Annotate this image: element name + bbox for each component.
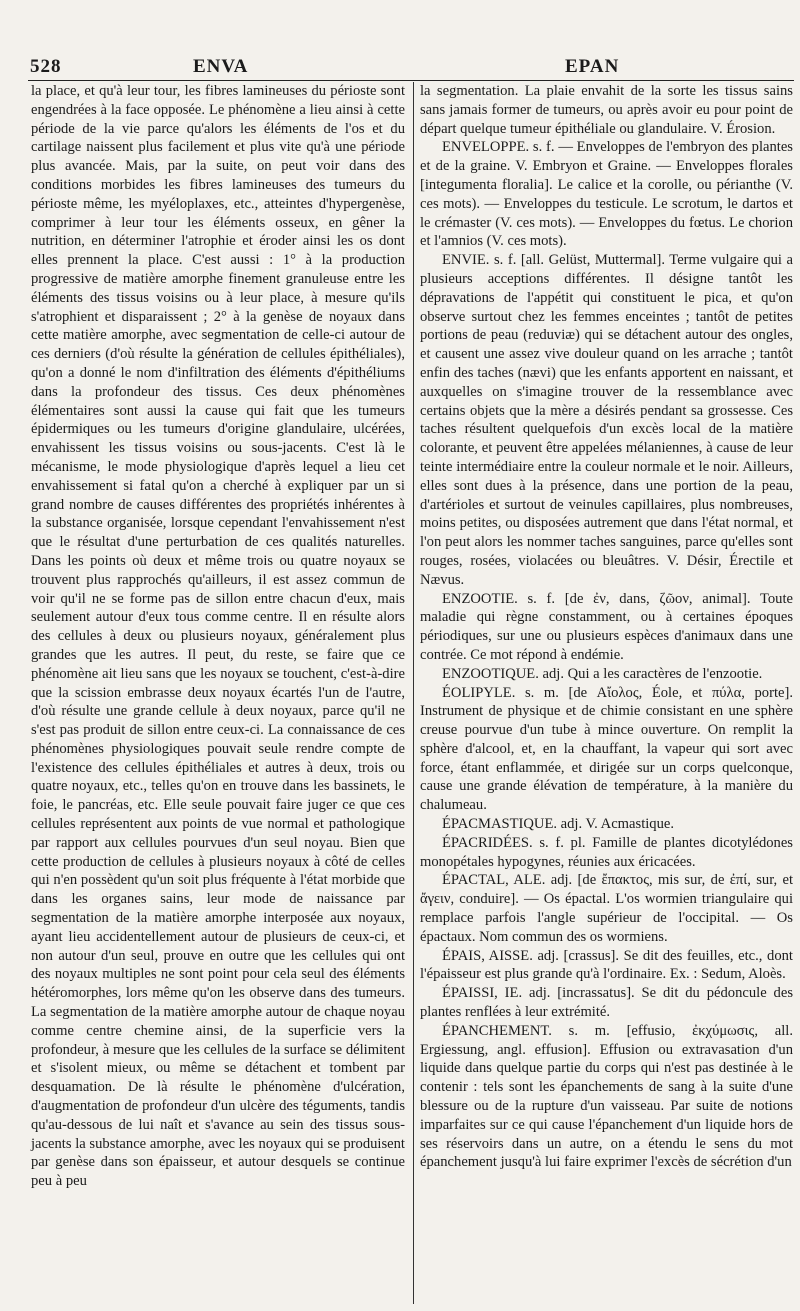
entry-epacmastique: ÉPACMASTIQUE. adj. V. Acmastique.	[442, 816, 675, 833]
entry-epais: ÉPAIS, AISSE. adj. [crassus]. Se dit des feuilles, etc., dont l'épaisseur est plus grande qu'à l'ordinaire. Ex. : Sedum, Aloès.	[420, 947, 793, 983]
paragraph: la segmentation. La plaie envahit de la sorte les tissus sains sans jamais former de tumeurs, ou après avoir eu pour point de départ quelque tumeur épithéliale ou glandulaire. V. Érosion.	[420, 83, 793, 137]
entry-epanchement: ÉPANCHEMENT. s. m. [effusio, ἐκχύμωσις, all. Ergiessung, angl. effusion]. Effusion ou extravasation d'un liquide dans quelque partie du corps qui n'est pas destinée à le contenir : tels sont les épanchements de sang à la suite d'une blessure ou de la rupture d'un vaisseau. Par suite de notions imparfaites sur ce qui cause l'épanchement d'un liquide hors de ses réservoirs dans un autre, on a étendu le sens du mot épanchement jusqu'à lui faire exprimer l'excès de sécrétion d'un	[420, 1022, 793, 1171]
page-number: 528	[30, 56, 62, 77]
entry-epaissi: ÉPAISSI, IE. adj. [incrassatus]. Se dit du pédoncule des plantes renflées à leur extrémité.	[420, 985, 793, 1021]
entry-eolipyle: ÉOLIPYLE. s. m. [de Αἴολος, Éole, et πύλα, porte]. Instrument de physique et de chimie consistant en une sphère creuse pourvue d'un tube à mince ouverture. On remplit la sphère d'alcool, et, en la chauffant, la vapeur qui sort avec force, étant enflammée, et dirigée sur un corps quelconque, cause une grande élévation de température, à la manière du chalumeau.	[420, 684, 793, 814]
paragraph: la place, et qu'à leur tour, les fibres lamineuses du périoste sont engendrées à la face opposée. Le phénomène a lieu ainsi à cette période de la vie parce qu'alors les éléments de l'os et du cartilage naissent plus facilement et plus vite qu'à une période plus avancée. Mais, par la suite, on peut voir dans des conditions morbides les fibres lamineuses des tumeurs du périoste même, les myéloplaxes, etc., atteintes d'hypergenèse, comprimer à leur tour les éléments osseux, en gêner la nutrition, en déterminer l'atrophie et éroder ainsi les os dont elles prennent la place. C'est aussi : 1° à la production progressive de matière amorphe finement granuleuse entre les éléments des tissus voisins ou à leur place, à mesure qu'ils s'atrophient et disparaissent ; 2° à la genèse de noyaux dans cette matière amorphe, avec segmentation de celle-ci autour de ces derniers (d'où résulte la génération de cellules épithéliales), qu'on a donné le nom d'infiltration des éléments d'épithéliums dans la profondeur des tissus. Ces deux phénomènes élémentaires sont aussi la cause qui fait que les tumeurs épidermiques ou les tumeurs d'origine glandulaire, ulcérées, envahissent les tissus voisins ou sous-jacents. C'est là le mécanisme, le mode physiologique d'après lequel a lieu cet envahissement si fatal qu'on a cherché à expliquer par un si grand nombre de causes différentes des propriétés inhérentes à la substance organisée, lorsque cependant l'envahissement n'est que le résultat d'une perturbation de ces qualités naturelles. Dans les points où deux et même trois ou quatre noyaux se trouvent plus rapprochés qu'ailleurs, il est assez commun de voir qu'il ne se forme pas de sillon entre chacun d'eux, mais seulement autour d'eux tous comme centre. Il en résulte alors des cellules à deux ou plusieurs noyaux, généralement plus grandes que les autres. Il peut, du reste, se faire que ce phénomène ait lieu sans que les noyaux se touchent, c'est-à-dire que la scission embrasse deux noyaux écartés l'un de l'autre, d'où résulte une grande cellule à deux noyaux, parce qu'il ne s'est pas produit de sillon entre ceux-ci. La connaissance de ces phénomènes physiologiques pouvait seule rendre compte de l'existence des cellules épithéliales et autres à deux, trois ou quatre noyaux, etc., telles qu'on en trouve dans les bassinets, le foie, le pancréas, etc. Elle seule pouvait faire juger ce que ces cellules représentent aux points de vue normal et pathologique par rapport aux cellules pourvues d'un seul noyau. Bien que cette production de cellules à plusieurs noyaux à côté de celles qui n'en possèdent qu'un soit plus fréquente à l'état morbide que dans les organes sains, leur mode de naissance par segmentation de la matière amorphe interposée aux noyaux, ayant lieu accidentellement autour de plusieurs de ceux-ci, et non autour d'un seul, prouve en outre que les cellules qui ont des noyaux multiples ne sont point pour cela seul des éléments hétéromorphes, lors même qu'on les observe dans des tumeurs. La segmentation de la matière amorphe autour de chaque noyau comme centre chemine ainsi, de la superficie vers la profondeur, à mesure que les cellules de la surface se délimitent et s'isolent mieux, ou même se détachent et tombent par desquamation. De là résulte le phénomène d'ulcération, d'augmentation de profondeur d'un ulcère des téguments, tandis qu'au-dessous de lui naît et s'avance au sein des tissus sous-jacents la substance amorphe, avec les noyaux qui se produisent par genèse dans son épaisseur, et autour desquels se continue peu à peu	[31, 83, 405, 1190]
right-guide-word: EPAN	[565, 56, 620, 77]
entry-enveloppe: ENVELOPPE. s. f. — Enveloppes de l'embryon des plantes et de la graine. V. Embryon et Graine. — Enveloppes florales [integumenta floralia]. Le calice et la corolle, ou périanthe (V. ces mots). — Enveloppes du testicule. Le scrotum, le dartos et le crémaster (V. ces mots). — Enveloppes du fœtus. Le chorion et l'amnios (V. ces mots).	[420, 139, 793, 250]
entry-envie: ENVIE. s. f. [all. Gelüst, Muttermal]. Terme vulgaire qui a plusieurs acceptions différentes. Il désigne tantôt les dépravations de l'appétit qui constituent le pica, et qu'on observe surtout chez les femmes enceintes ; tantôt de petites portions de peau (reduviæ) qui se détachent autour des ongles, et causent une assez vive douleur quand on les arrache ; tantôt enfin des taches (nævi) que les enfants apportent en naissant, et auxquelles on s'imagine trouver de la ressemblance avec certains objets que la mère a désirés pendant sa grossesse. Ces taches résultent quelquefois d'un excès local de la matière colorante, et peuvent être appelées mélaniennes, à cause de leur teinte intermédiaire entre la couleur normale et le noir. Ailleurs, elles sont dues à la présence, dans une portion de la peau, d'artérioles et surtout de veinules capillaires, plus nombreuses, moins petites, ou disposées autrement que dans l'état normal, et l'on peut alors les nommer taches sanguines, parce qu'elles sont rouges, rosées, violacées ou bleuâtres. V. Désir, Érectile et Nævus.	[420, 252, 793, 588]
running-header	[0, 56, 800, 82]
right-column	[420, 82, 793, 1172]
left-guide-word: ENVA	[193, 56, 249, 77]
entry-epacridees: ÉPACRIDÉES. s. f. pl. Famille de plantes dicotylédones monopétales hypogynes, réunies aux éricacées.	[420, 834, 793, 870]
header-rule	[28, 80, 794, 81]
column-divider	[413, 82, 414, 1304]
left-column	[31, 82, 405, 1191]
entry-enzootie: ENZOOTIE. s. f. [de ἐν, dans, ζῶον, animal]. Toute maladie qui règne constamment, ou à certaines époques périodiques, sur une ou plusieurs espèces d'animaux dans une contrée. Ce mot répond à endémie.	[420, 590, 793, 663]
entry-enzootique: ENZOOTIQUE. adj. Qui a les caractères de l'enzootie.	[442, 665, 763, 682]
entry-epactal: ÉPACTAL, ALE. adj. [de ἔπακτος, mis sur, de ἐπί, sur, et ἄγειν, conduire]. — Os épactal. L'os wormien triangulaire qui remplace parfois l'angle supérieur de l'occipital. — Os épactaux. Nom commun des os wormiens.	[420, 872, 793, 945]
